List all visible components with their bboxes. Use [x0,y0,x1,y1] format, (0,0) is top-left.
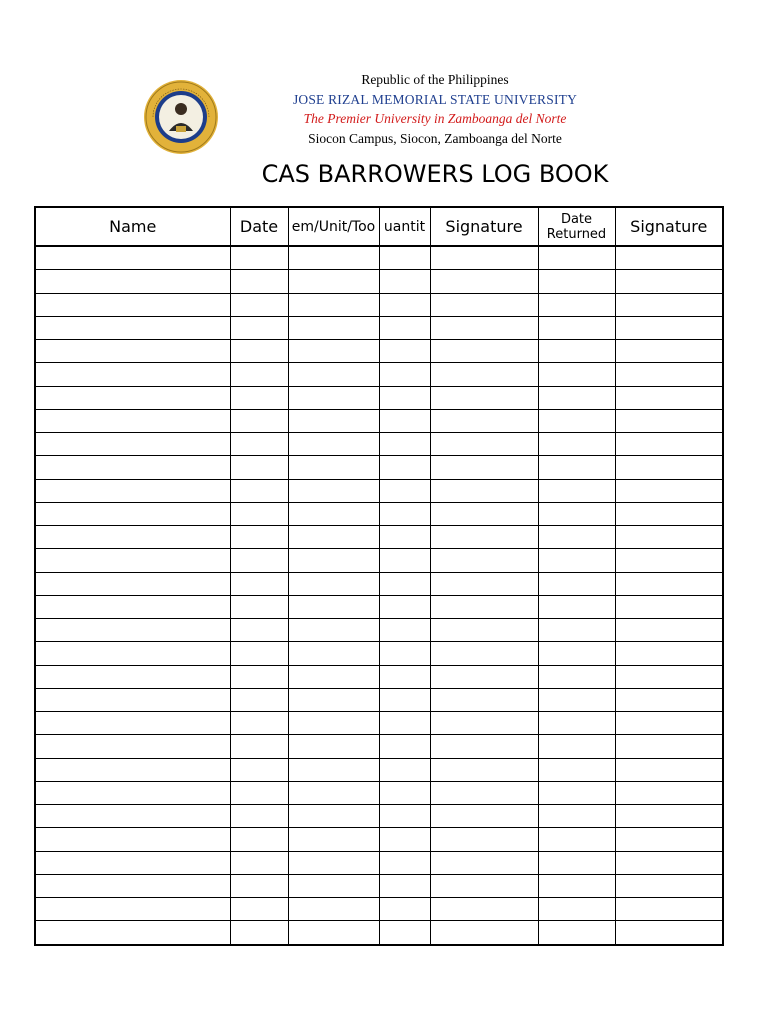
table-cell [538,921,615,945]
table-cell [430,898,538,921]
table-cell [538,316,615,339]
table-cell [379,549,430,572]
table-cell [430,502,538,525]
table-row [35,851,723,874]
table-row [35,340,723,363]
table-cell [35,665,230,688]
republic-line: Republic of the Philippines [361,72,509,87]
table-row [35,293,723,316]
table-cell [230,293,288,316]
table-cell [430,665,538,688]
table-cell [379,619,430,642]
table-cell [35,386,230,409]
page-title: CAS BARROWERS LOG BOOK [261,160,609,188]
table-cell [35,456,230,479]
table-cell [288,735,379,758]
table-cell [35,409,230,432]
university-motto: The Premier University in Zamboanga del Norte [303,111,567,126]
table-cell [35,502,230,525]
university-name: JOSE RIZAL MEMORIAL STATE UNIVERSITY [292,91,578,107]
table-cell [288,781,379,804]
table-cell [430,712,538,735]
table-cell [538,735,615,758]
table-cell [615,921,723,945]
table-row [35,270,723,293]
table-cell [538,851,615,874]
table-cell [288,921,379,945]
table-cell [230,433,288,456]
table-cell [379,502,430,525]
table-cell [230,479,288,502]
table-cell [538,456,615,479]
table-cell [430,363,538,386]
table-cell [538,433,615,456]
table-cell [538,665,615,688]
table-cell [615,712,723,735]
table-cell [615,642,723,665]
table-cell [615,758,723,781]
table-body [35,246,723,945]
table-cell [538,246,615,270]
table-cell [615,781,723,804]
table-row [35,409,723,432]
table-row [35,246,723,270]
table-cell [430,246,538,270]
campus-address: Siocon Campus, Siocon, Zamboanga del Norte [308,130,562,146]
table-cell [615,526,723,549]
table-cell [379,665,430,688]
table-cell [35,479,230,502]
table-cell [379,758,430,781]
table-row [35,549,723,572]
table-cell [230,781,288,804]
table-cell [379,688,430,711]
table-cell [35,572,230,595]
table-cell [538,293,615,316]
table-row [35,619,723,642]
table-cell [379,363,430,386]
table-cell [288,805,379,828]
table-cell [230,898,288,921]
table-cell [430,688,538,711]
table-cell [288,898,379,921]
letterhead [250,70,620,148]
table-cell [430,619,538,642]
table-cell [288,246,379,270]
table-cell [288,688,379,711]
table-cell [379,340,430,363]
table-cell [288,874,379,897]
table-cell [379,433,430,456]
table-row [35,781,723,804]
col-header-signature-returned: Signature [615,207,723,246]
table-cell [35,595,230,618]
table-cell [288,851,379,874]
table-cell [538,642,615,665]
table-cell [615,898,723,921]
table-cell [35,851,230,874]
table-cell [538,619,615,642]
table-cell [230,735,288,758]
table-row [35,386,723,409]
table-cell [35,712,230,735]
table-cell [230,828,288,851]
table-cell [615,595,723,618]
table-cell [615,502,723,525]
table-cell [615,293,723,316]
table-cell [288,293,379,316]
table-cell [288,712,379,735]
table-cell [230,642,288,665]
table-cell [615,386,723,409]
table-cell [379,781,430,804]
table-cell [35,642,230,665]
col-header-name: Name [35,207,230,246]
table-cell [288,270,379,293]
table-cell [35,549,230,572]
table-cell [230,851,288,874]
table-row [35,735,723,758]
table-cell [430,735,538,758]
table-cell [230,921,288,945]
table-cell [230,874,288,897]
table-row [35,595,723,618]
table-row [35,433,723,456]
table-cell [379,270,430,293]
table-cell [379,805,430,828]
table-cell [230,549,288,572]
table-cell [288,526,379,549]
table-cell [538,758,615,781]
table-row [35,316,723,339]
col-header-date: Date [230,207,288,246]
table-cell [430,340,538,363]
table-row [35,572,723,595]
table-cell [430,921,538,945]
table-cell [538,712,615,735]
table-row [35,502,723,525]
table-cell [230,386,288,409]
table-cell [615,340,723,363]
table-cell [615,851,723,874]
table-cell [538,874,615,897]
table-cell [615,433,723,456]
table-cell [379,712,430,735]
table-cell [538,340,615,363]
table-cell [538,688,615,711]
table-cell [230,572,288,595]
table-cell [288,502,379,525]
table-cell [538,502,615,525]
col-header-date-returned: Date Returned [538,207,615,246]
table-cell [615,479,723,502]
table-cell [35,293,230,316]
table-cell [35,758,230,781]
table-cell [288,386,379,409]
table-cell [430,642,538,665]
table-cell [430,781,538,804]
table-cell [379,572,430,595]
table-cell [288,340,379,363]
table-cell [288,595,379,618]
table-cell [615,456,723,479]
table-cell [288,549,379,572]
table-cell [430,316,538,339]
table-cell [230,456,288,479]
table-cell [615,874,723,897]
table-cell [615,572,723,595]
table-cell [615,735,723,758]
table-cell [379,874,430,897]
table-cell [430,874,538,897]
table-cell [379,921,430,945]
table-row [35,479,723,502]
table-cell [379,409,430,432]
table-cell [379,386,430,409]
table-cell [538,386,615,409]
table-row [35,688,723,711]
table-cell [35,781,230,804]
table-cell [538,595,615,618]
table-cell [288,572,379,595]
table-cell [379,828,430,851]
table-cell [430,526,538,549]
table-cell [230,316,288,339]
table-cell [615,316,723,339]
table-cell [615,363,723,386]
table-cell [379,479,430,502]
table-cell [615,828,723,851]
table-cell [230,665,288,688]
table-cell [379,642,430,665]
table-row [35,828,723,851]
table-header-row [35,207,723,246]
table-cell [379,898,430,921]
borrowers-log-table [34,206,724,946]
table-cell [230,595,288,618]
table-cell [538,898,615,921]
table-cell [230,805,288,828]
table-cell [538,805,615,828]
table-cell [430,851,538,874]
table-cell [288,316,379,339]
table-cell [538,828,615,851]
table-cell [379,851,430,874]
table-cell [230,688,288,711]
table-cell [430,595,538,618]
table-cell [379,735,430,758]
table-cell [35,898,230,921]
table-cell [35,828,230,851]
table-cell [379,526,430,549]
table-cell [35,316,230,339]
table-row [35,921,723,945]
table-cell [230,619,288,642]
table-cell [430,549,538,572]
table-cell [230,712,288,735]
table-cell [538,781,615,804]
table-cell [615,270,723,293]
table-cell [35,688,230,711]
col-header-item: em/Unit/Too [288,207,379,246]
table-cell [379,456,430,479]
university-seal-icon [143,79,219,155]
table-cell [430,805,538,828]
table-row [35,805,723,828]
table-cell [538,479,615,502]
table-cell [35,735,230,758]
table-cell [35,526,230,549]
table-cell [430,433,538,456]
table-cell [35,270,230,293]
table-cell [430,572,538,595]
table-cell [230,502,288,525]
table-cell [35,246,230,270]
table-cell [379,293,430,316]
table-row [35,712,723,735]
table-cell [538,270,615,293]
table-cell [615,665,723,688]
table-row [35,874,723,897]
table-row [35,642,723,665]
table-cell [430,456,538,479]
table-cell [230,409,288,432]
table-cell [615,549,723,572]
table-cell [288,642,379,665]
table-cell [230,363,288,386]
table-cell [615,409,723,432]
table-row [35,526,723,549]
table-row [35,456,723,479]
col-header-quantity: uantit [379,207,430,246]
table-cell [615,805,723,828]
table-cell [430,293,538,316]
table-cell [430,270,538,293]
table-cell [615,688,723,711]
table-cell [379,316,430,339]
table-cell [288,479,379,502]
table-cell [230,758,288,781]
table-cell [35,805,230,828]
table-cell [35,874,230,897]
table-cell [538,572,615,595]
table-cell [288,456,379,479]
table-cell [288,619,379,642]
table-cell [430,409,538,432]
table-cell [230,340,288,363]
table-cell [288,409,379,432]
table-cell [430,758,538,781]
table-row [35,898,723,921]
table-cell [288,828,379,851]
col-header-signature: Signature [430,207,538,246]
table-cell [615,246,723,270]
table-cell [538,363,615,386]
table-cell [35,619,230,642]
table-cell [230,526,288,549]
table-row [35,363,723,386]
table-cell [35,363,230,386]
table-cell [35,433,230,456]
table-row [35,665,723,688]
table-cell [379,246,430,270]
table-cell [288,758,379,781]
table-cell [538,409,615,432]
table-cell [35,340,230,363]
table-cell [538,526,615,549]
table-cell [35,921,230,945]
table-cell [288,363,379,386]
table-cell [230,270,288,293]
table-cell [615,619,723,642]
table-cell [288,665,379,688]
table-cell [379,595,430,618]
table-cell [430,386,538,409]
table-row [35,758,723,781]
table-cell [430,828,538,851]
table-cell [230,246,288,270]
table-cell [430,479,538,502]
table-cell [538,549,615,572]
table-cell [288,433,379,456]
